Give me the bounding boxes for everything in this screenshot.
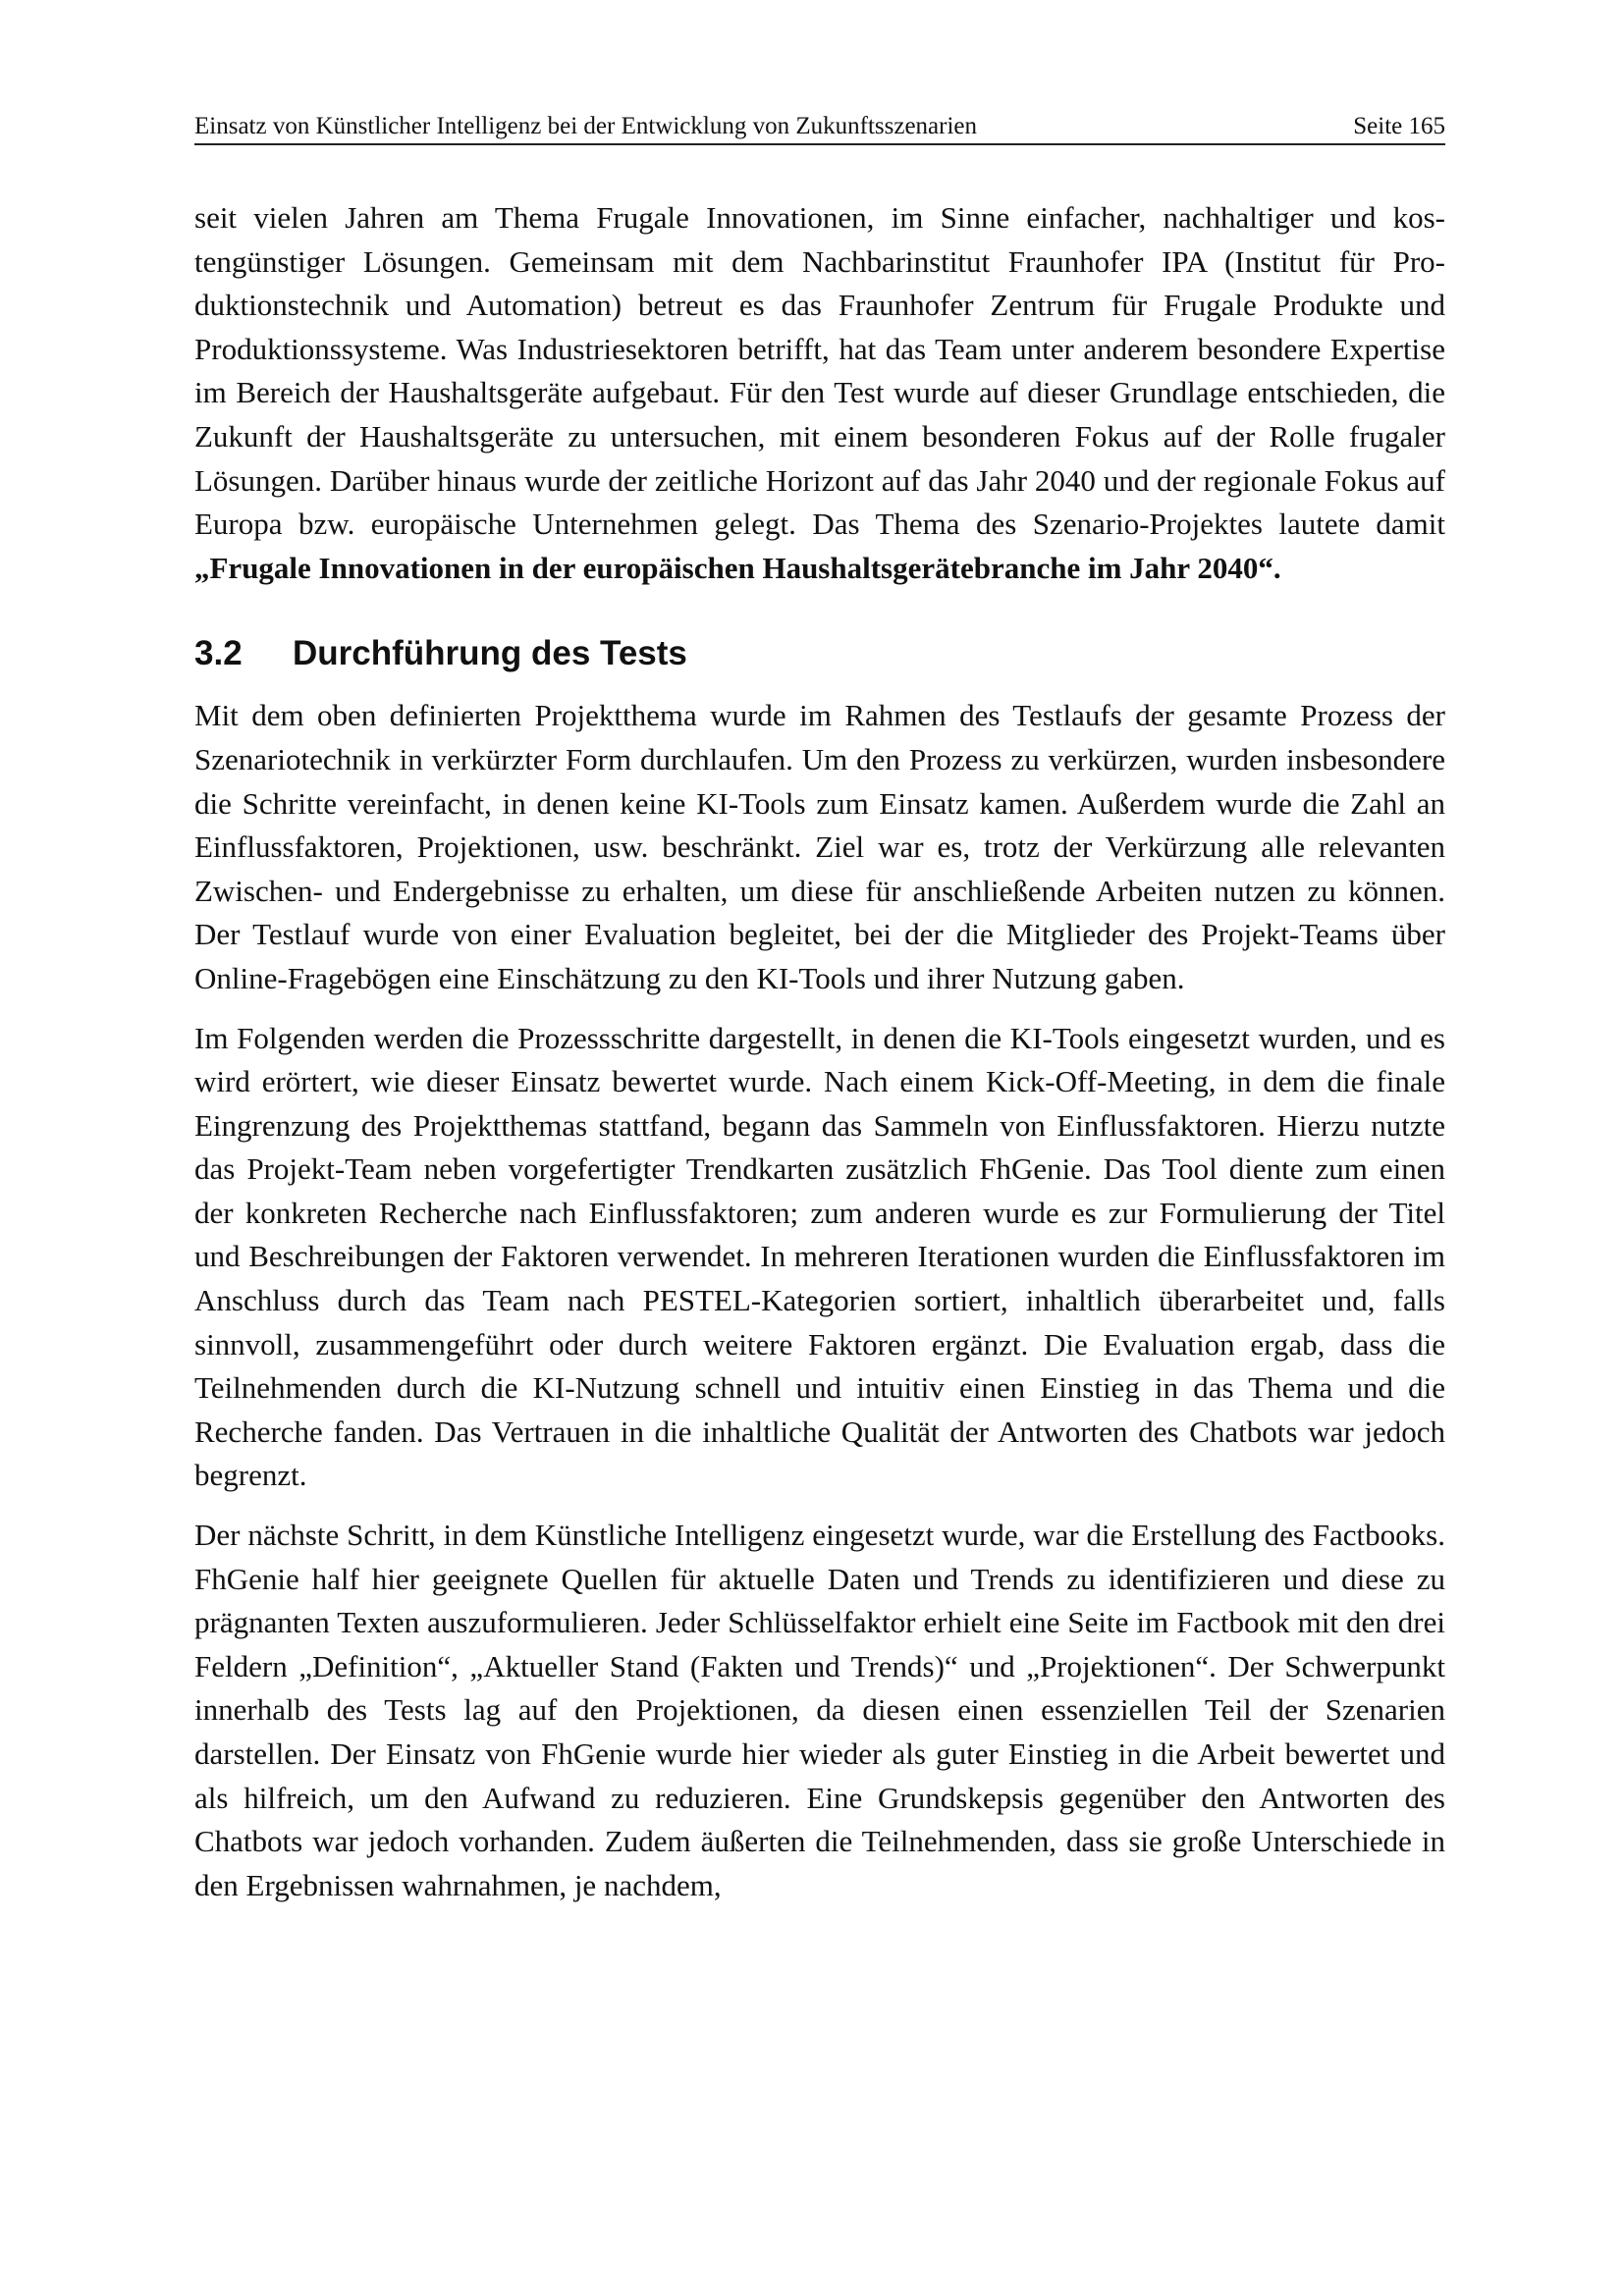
running-header-title: Einsatz von Künstlicher Intelligenz bei der Entwicklung von Zukunftsszenarien [194, 113, 977, 139]
page-number: Seite 165 [1353, 113, 1445, 139]
section-number: 3.2 [194, 634, 243, 673]
intro-text: seit vielen Jahren am Thema Frugale Innovationen, im Sinne einfacher, nachhaltiger und kostengünstiger Lösungen. Gemeinsam mit dem Nachbarinstitut Fraunhofer IPA (Institut für Produktionstechnik und Automation) betreut es das Fraunhofer Zentrum für Frugale Produkte und Produktionssysteme. Was Industriesektoren betrifft, hat das Team unter anderem besondere Expertise im Bereich der Haushaltsgeräte aufgebaut. Für den Test wurde auf dieser Grundlage entschieden, die Zukunft der Haushaltsgeräte zu untersuchen, mit einem besonderen Fokus auf der Rolle frugaler Lösungen. Darüber hinaus wurde der zeitliche Horizont auf das Jahr 2040 und der regionale Fokus auf Europa bzw. europäische Unternehmen gelegt. Das Thema des Szenario-Projektes lautete damit [194, 200, 1445, 542]
body-paragraph: Mit dem oben definierten Projektthema wurde im Rahmen des Testlaufs der gesamte Prozess der Szenariotechnik in verkürzter Form durchlaufen. Um den Prozess zu verkürzen, wurden insbesondere die Schritte vereinfacht, in denen keine KI-Tools zum Einsatz kamen. Außerdem wurde die Zahl an Einflussfaktoren, Projektionen, usw. beschränkt. Ziel war es, trotz der Verkürzung alle relevanten Zwischen- und Endergebnisse zu erhalten, um diese für anschließende Arbeiten nutzen zu können. Der Testlauf wurde von einer Evaluation begleitet, bei der die Mitglieder des Projekt-Teams über Online-Fragebögen eine Einschätzung zu den KI-Tools und ihrer Nutzung gaben. [194, 698, 1445, 995]
body-paragraph: Der nächste Schritt, in dem Künstliche Intelligenz eingesetzt wurde, war die Erstellung des Factbooks. FhGenie half hier geeignete Quellen für aktuelle Daten und Trends zu identifizieren und diese zu prägnanten Texten auszuformulieren. Jeder Schlüsselfaktor erhielt eine Seite im Factbook mit den drei Feldern „Definition“, „Aktueller Stand (Fakten und Trends)“ und „Projektionen“. Der Schwerpunkt innerhalb des Tests lag auf den Projektionen, da diesen einen essenziellen Teil der Szenarien darstellen. Der Einsatz von FhGenie wurde hier wieder als guter Einstieg in die Arbeit bewertet und als hilfreich, um den Aufwand zu reduzieren. Eine Grundskepsis gegenüber den Antworten des Chatbots war jedoch vorhanden. Zudem äußerten die Teilnehmenden, dass sie große Unterschiede in den Ergebnissen wahrnahmen, je nachdem, [194, 1518, 1445, 1902]
project-topic-bold: „Frugale Innovationen in der europäischen Haushaltsgerätebranche im Jahr 2040“. [194, 550, 1281, 585]
running-header [194, 110, 1445, 145]
section-title: Durchführung des Tests [293, 634, 687, 673]
page-body [194, 196, 1445, 1923]
intro-paragraph [194, 196, 1445, 590]
body-paragraph: Im Folgenden werden die Prozessschritte dargestellt, in denen die KI-Tools eingesetzt wurden, und es wird erörtert, wie dieser Einsatz bewertet wurde. Nach einem Kick-Off-Meeting, in dem die finale Eingrenzung des Projektthemas stattfand, begann das Sammeln von Einflussfaktoren. Hierzu nutzte das Projekt-Team neben vorgefertigter Trendkarten zusätzlich FhGenie. Das Tool diente zum einen der konkreten Recherche nach Einflussfaktoren; zum anderen wurde es zur Formulierung der Titel und Beschreibungen der Faktoren verwendet. In mehreren Iterationen wurden die Einflussfaktoren im Anschluss durch das Team nach PESTEL-Kategorien sortiert, inhaltlich überarbeitet und, falls sinnvoll, zusammengeführt oder durch weitere Faktoren ergänzt. Die Evaluation ergab, dass die Teilnehmenden durch die KI-Nutzung schnell und intuitiv einen Einstieg in das Thema und die Recherche fanden. Das Vertrauen in die inhaltliche Qualität der Antworten des Chatbots war jedoch begrenzt. [194, 1020, 1445, 1493]
section-heading [194, 629, 1445, 678]
